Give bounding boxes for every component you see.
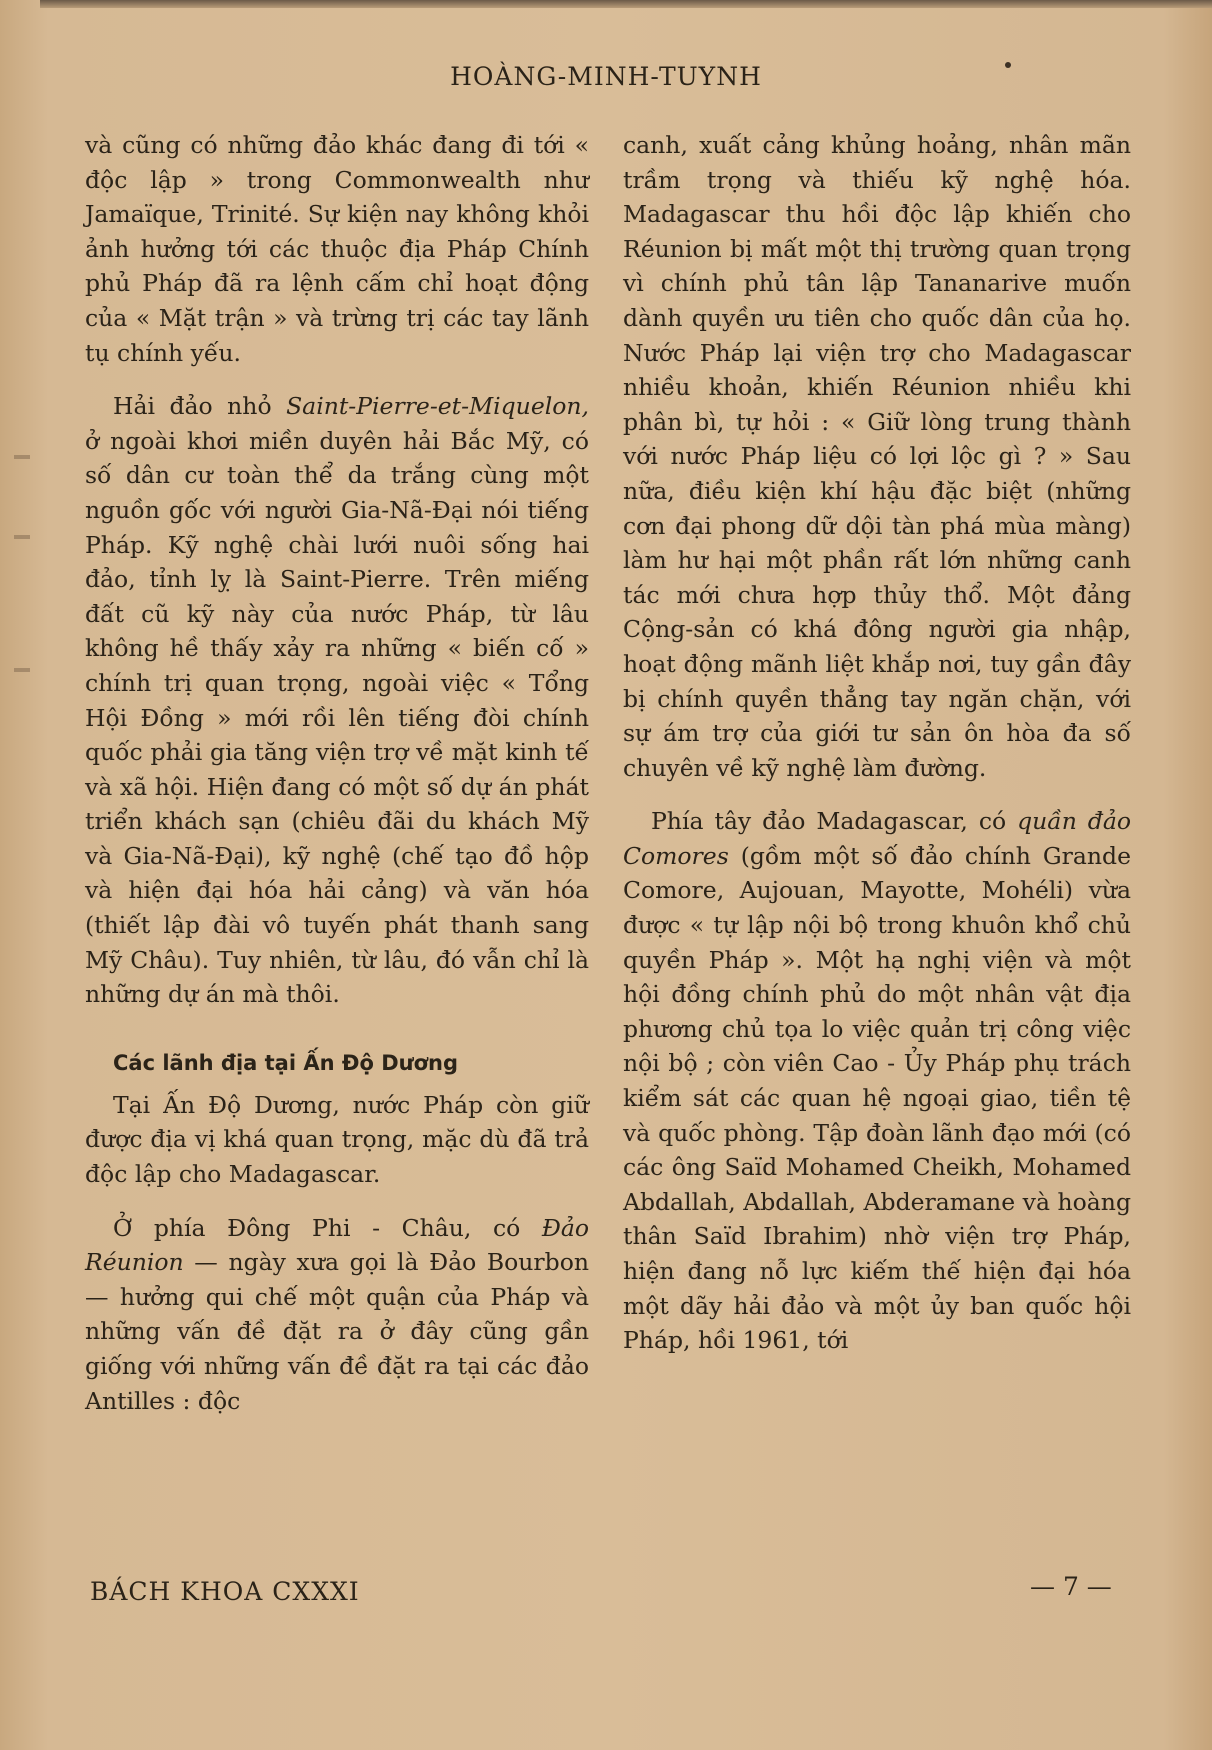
paragraph-text: Phía tây đảo Madagascar, có bbox=[651, 807, 1018, 836]
edge-mark bbox=[14, 535, 30, 539]
paragraph: Tại Ấn Độ Dương, nước Pháp còn giữ được địa vị khá quan trọng, mặc dù đã trả độc lập cho Madagascar. bbox=[85, 1090, 589, 1189]
right-column bbox=[623, 128, 1131, 1358]
italic-place-name: Đảo Réunion bbox=[85, 1213, 589, 1277]
italic-place-name: quần đảo Comores bbox=[623, 807, 1131, 870]
paragraph: canh, xuất cảng khủng hoảng, nhân mãn trầm trọng và thiếu kỹ nghệ hóa. Madagascar thu hồi độc lập khiến cho Réunion bị mất một thị trường quan trọng vì chính phủ tân lập Tananarive muốn dành quyền ưu tiên cho quốc dân của họ. Nước Pháp lại viện trợ cho Madagascar nhiều khoản, khiến Réunion nhiều khi phân bì, tự hỏi : « Giữ lòng trung thành với nước Pháp liệu có lợi lộc gì ? » Sau nữa, điều kiện khí hậu đặc biệt (những cơn đại phong dữ dội tàn phá mùa màng) làm hư hại một phần rất lớn những canh tác mới chưa hợp thủy thổ. Một đảng Cộng-sản có khá đông người gia nhập, hoạt động mãnh liệt khắp nơi, tuy gần đây bị chính quyền thẳng tay ngăn chặn, với sự ám trợ của giới tư sản ôn hòa đa số chuyên về kỹ nghệ làm đường. bbox=[623, 131, 1131, 782]
paragraph-text: (gồm một số đảo chính Grande Comore, Aujouan, Mayotte, Mohéli) vừa được « tự lập nội bộ trong khuôn khổ chủ quyền Pháp ». Một hạ nghị viện và một hội đồng chính phủ do một nhân vật địa phương chủ tọa lo việc quản trị công việc nội bộ ; còn viên Cao - Ủy Pháp phụ trách kiểm sát các quan hệ ngoại giao, tiền tệ và quốc phòng. Tập đoàn lãnh đạo mới (có các ông Saïd Mohamed Cheikh, Mohamed Abdallah, Abdallah, Abderamane và hoàng thân Saïd Ibrahim) nhờ viện trợ Pháp, hiện đang nỗ lực kiếm thế hiện đại hóa một dãy hải đảo và một ủy ban quốc hội Pháp, hồi 1961, tới bbox=[623, 841, 1131, 1355]
running-header: HOÀNG-MINH-TUYNH bbox=[450, 62, 762, 91]
edge-mark bbox=[14, 455, 30, 459]
paragraph-text: Hải đảo nhỏ bbox=[113, 392, 287, 421]
left-column bbox=[85, 128, 589, 1418]
paragraph-text: ở ngoài khơi miền duyên hải Bắc Mỹ, có số dân cư toàn thể da trắng cùng một nguồn gốc với người Gia-Nã-Đại nói tiếng Pháp. Kỹ nghệ chài lưới nuôi sống hai đảo, tỉnh lỵ là Saint-Pierre. Trên miếng đất cũ kỹ này của nước Pháp, từ lâu không hề thấy xảy ra những « biến cố » chính trị quan trọng, ngoài việc « Tổng Hội Đồng » mới rồi lên tiếng đòi chính quốc phải gia tăng viện trợ về mặt kinh tế và xã hội. Hiện đang có một số dự án phát triển khách sạn (chiêu đãi du khách Mỹ và Gia-Nã-Đại), kỹ nghệ (chế tạo đồ hộp và hiện đại hóa hải cảng) và văn hóa (thiết lập đài vô tuyến phát thanh sang Mỹ Châu). Tuy nhiên, từ lâu, đó vẫn chỉ là những dự án mà thôi. bbox=[85, 426, 589, 1009]
section-heading: Các lãnh địa tại Ấn Độ Dương bbox=[113, 1050, 458, 1075]
page-number: — 7 — bbox=[1030, 1572, 1112, 1601]
paragraph: và cũng có những đảo khác đang đi tới « độc lập » trong Commonwealth như Jamaïque, Trinité. Sự kiện nay không khỏi ảnh hưởng tới các thuộc địa Pháp Chính phủ Pháp đã ra lệnh cấm chỉ hoạt động của « Mặt trận » và trừng trị các tay lãnh tụ chính yếu. bbox=[85, 131, 589, 367]
journal-footer: BÁCH KHOA CXXXI bbox=[90, 1577, 360, 1606]
paragraph bbox=[85, 1211, 589, 1419]
edge-mark bbox=[14, 668, 30, 672]
paragraph-text: — ngày xưa gọi là Đảo Bourbon — hưởng qui chế một quận của Pháp và những vấn đề đặt ra ở đây cũng gần giống với những vấn đề đặt ra tại các đảo Antilles : độc bbox=[85, 1248, 589, 1415]
paragraph bbox=[623, 804, 1131, 1358]
paragraph bbox=[85, 389, 589, 1012]
italic-place-name: Saint-Pierre-et-Miquelon, bbox=[286, 392, 589, 421]
top-rule bbox=[40, 0, 1212, 8]
paragraph-text: Ở phía Đông Phi - Châu, có bbox=[113, 1213, 542, 1242]
